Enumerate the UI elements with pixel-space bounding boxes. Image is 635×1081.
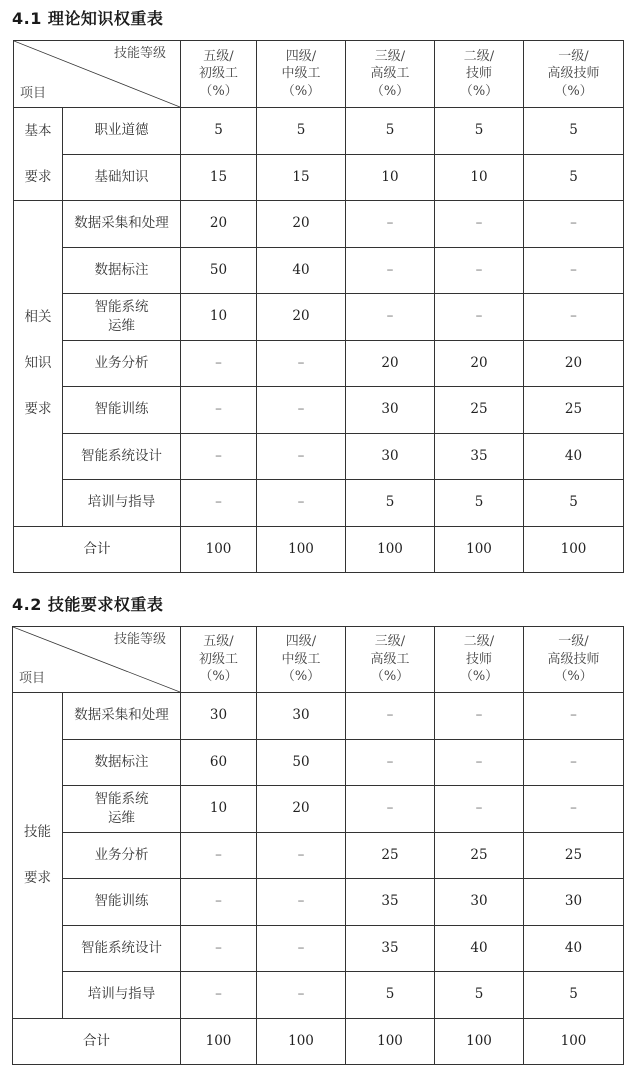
value-cell: – xyxy=(257,832,346,879)
item-label: 项目 xyxy=(20,86,47,102)
value-cell: – xyxy=(181,433,257,480)
value-cell: 30 xyxy=(346,387,435,434)
value-cell: 5 xyxy=(524,972,624,1019)
category-skill-requirements: 技能 要求 xyxy=(13,693,63,1019)
value-cell: – xyxy=(257,387,346,434)
total-value: 100 xyxy=(524,526,624,573)
item-cell: 智能训练 xyxy=(63,387,181,434)
value-cell: 5 xyxy=(524,480,624,527)
value-cell: 5 xyxy=(524,108,624,155)
value-cell: – xyxy=(346,201,435,248)
item-cell: 智能系统运维 xyxy=(63,786,181,833)
value-cell: 60 xyxy=(181,739,257,786)
table-row xyxy=(13,693,624,740)
value-cell: 35 xyxy=(435,433,524,480)
table-row xyxy=(14,201,624,248)
value-cell: 50 xyxy=(181,247,257,294)
value-cell: 20 xyxy=(257,786,346,833)
value-cell: – xyxy=(435,247,524,294)
item-cell: 业务分析 xyxy=(63,832,181,879)
value-cell: – xyxy=(181,480,257,527)
category-related-knowledge: 相关 知识 要求 xyxy=(14,201,63,527)
level-header-4: 四级/ 中级工 （%） xyxy=(257,41,346,108)
value-cell: 20 xyxy=(257,294,346,341)
value-cell: – xyxy=(181,925,257,972)
item-cell: 智能系统设计 xyxy=(63,925,181,972)
total-value: 100 xyxy=(524,1018,624,1065)
value-cell: – xyxy=(181,832,257,879)
value-cell: – xyxy=(257,879,346,926)
value-cell: 20 xyxy=(181,201,257,248)
level-header-2: 二级/ 技师 （%） xyxy=(435,41,524,108)
diagonal-header-cell xyxy=(13,627,181,693)
item-label: 项目 xyxy=(19,671,46,687)
value-cell: 25 xyxy=(346,832,435,879)
value-cell: – xyxy=(257,433,346,480)
total-row xyxy=(14,526,624,573)
value-cell: – xyxy=(435,294,524,341)
value-cell: 20 xyxy=(257,201,346,248)
item-cell: 数据标注 xyxy=(63,247,181,294)
table-row xyxy=(13,879,624,926)
value-cell: – xyxy=(435,693,524,740)
item-cell: 智能训练 xyxy=(63,879,181,926)
item-cell: 数据采集和处理 xyxy=(63,201,181,248)
value-cell: 25 xyxy=(435,387,524,434)
item-cell: 智能系统运维 xyxy=(63,294,181,341)
item-cell: 数据采集和处理 xyxy=(63,693,181,740)
item-cell: 数据标注 xyxy=(63,739,181,786)
item-cell: 基础知识 xyxy=(63,154,181,201)
level-header-1: 一级/ 高级技师 （%） xyxy=(524,627,624,693)
value-cell: – xyxy=(181,387,257,434)
value-cell: – xyxy=(257,480,346,527)
value-cell: 15 xyxy=(257,154,346,201)
total-value: 100 xyxy=(181,526,257,573)
table-header-row xyxy=(13,627,624,693)
table-row xyxy=(14,340,624,387)
level-header-3: 三级/ 高级工 （%） xyxy=(346,41,435,108)
value-cell: 5 xyxy=(257,108,346,155)
total-value: 100 xyxy=(181,1018,257,1065)
category-basic-requirements: 基本 要求 xyxy=(14,108,63,201)
value-cell: – xyxy=(435,786,524,833)
value-cell: – xyxy=(435,739,524,786)
value-cell: – xyxy=(524,786,624,833)
value-cell: – xyxy=(524,247,624,294)
value-cell: 5 xyxy=(346,972,435,1019)
value-cell: 25 xyxy=(524,387,624,434)
value-cell: 5 xyxy=(435,480,524,527)
total-value: 100 xyxy=(346,526,435,573)
level-header-3: 三级/ 高级工 （%） xyxy=(346,627,435,693)
value-cell: 10 xyxy=(181,294,257,341)
level-header-5: 五级/ 初级工 （%） xyxy=(181,41,257,108)
value-cell: 15 xyxy=(181,154,257,201)
skill-level-label: 技能等级 xyxy=(113,632,166,647)
value-cell: – xyxy=(524,739,624,786)
level-header-1: 一级/ 高级技师 （%） xyxy=(524,41,624,108)
value-cell: – xyxy=(346,739,435,786)
value-cell: – xyxy=(181,340,257,387)
value-cell: 40 xyxy=(257,247,346,294)
value-cell: 40 xyxy=(435,925,524,972)
value-cell: 5 xyxy=(435,972,524,1019)
value-cell: 20 xyxy=(346,340,435,387)
value-cell: – xyxy=(524,201,624,248)
value-cell: 30 xyxy=(435,879,524,926)
value-cell: – xyxy=(257,972,346,1019)
value-cell: – xyxy=(435,201,524,248)
value-cell: 40 xyxy=(524,925,624,972)
value-cell: – xyxy=(524,693,624,740)
table-row xyxy=(14,480,624,527)
table-row xyxy=(13,972,624,1019)
table-row xyxy=(14,154,624,201)
skill-level-label: 技能等级 xyxy=(113,46,166,61)
value-cell: – xyxy=(181,972,257,1019)
value-cell: 5 xyxy=(181,108,257,155)
value-cell: 40 xyxy=(524,433,624,480)
value-cell: 5 xyxy=(346,108,435,155)
item-cell: 培训与指导 xyxy=(63,480,181,527)
value-cell: 25 xyxy=(435,832,524,879)
value-cell: – xyxy=(346,693,435,740)
table-row xyxy=(14,294,624,341)
value-cell: 25 xyxy=(524,832,624,879)
value-cell: 5 xyxy=(435,108,524,155)
value-cell: – xyxy=(181,879,257,926)
table-row xyxy=(13,925,624,972)
value-cell: 30 xyxy=(346,433,435,480)
table-row xyxy=(14,108,624,155)
value-cell: 5 xyxy=(346,480,435,527)
value-cell: 10 xyxy=(346,154,435,201)
value-cell: 30 xyxy=(181,693,257,740)
item-cell: 职业道德 xyxy=(63,108,181,155)
skill-weight-table xyxy=(12,626,624,1065)
value-cell: – xyxy=(346,294,435,341)
level-header-4: 四级/ 中级工 （%） xyxy=(257,627,346,693)
value-cell: – xyxy=(346,247,435,294)
item-cell: 智能系统设计 xyxy=(63,433,181,480)
total-value: 100 xyxy=(435,526,524,573)
value-cell: 20 xyxy=(524,340,624,387)
total-label: 合计 xyxy=(14,526,181,573)
table-row xyxy=(13,786,624,833)
value-cell: – xyxy=(257,925,346,972)
total-value: 100 xyxy=(257,526,346,573)
level-header-2: 二级/ 技师 （%） xyxy=(435,627,524,693)
value-cell: 50 xyxy=(257,739,346,786)
value-cell: 10 xyxy=(435,154,524,201)
level-header-5: 五级/ 初级工 （%） xyxy=(181,627,257,693)
value-cell: – xyxy=(346,786,435,833)
table-row xyxy=(14,387,624,434)
theory-weight-table xyxy=(13,40,624,573)
table-row xyxy=(14,433,624,480)
item-cell: 培训与指导 xyxy=(63,972,181,1019)
value-cell: 35 xyxy=(346,925,435,972)
item-cell: 业务分析 xyxy=(63,340,181,387)
table-row xyxy=(13,832,624,879)
value-cell: 30 xyxy=(524,879,624,926)
total-value: 100 xyxy=(435,1018,524,1065)
total-value: 100 xyxy=(257,1018,346,1065)
table-row xyxy=(13,739,624,786)
total-value: 100 xyxy=(346,1018,435,1065)
value-cell: – xyxy=(257,340,346,387)
value-cell: – xyxy=(524,294,624,341)
total-row xyxy=(13,1018,624,1065)
value-cell: 20 xyxy=(435,340,524,387)
section-title-theory: 4.1 理论知识权重表 xyxy=(12,9,164,28)
diagonal-header-cell xyxy=(14,41,181,108)
section-title-skills: 4.2 技能要求权重表 xyxy=(12,595,164,614)
total-label: 合计 xyxy=(13,1018,181,1065)
table-header-row xyxy=(14,41,624,108)
value-cell: 10 xyxy=(181,786,257,833)
value-cell: 35 xyxy=(346,879,435,926)
table-row xyxy=(14,247,624,294)
value-cell: 5 xyxy=(524,154,624,201)
value-cell: 30 xyxy=(257,693,346,740)
